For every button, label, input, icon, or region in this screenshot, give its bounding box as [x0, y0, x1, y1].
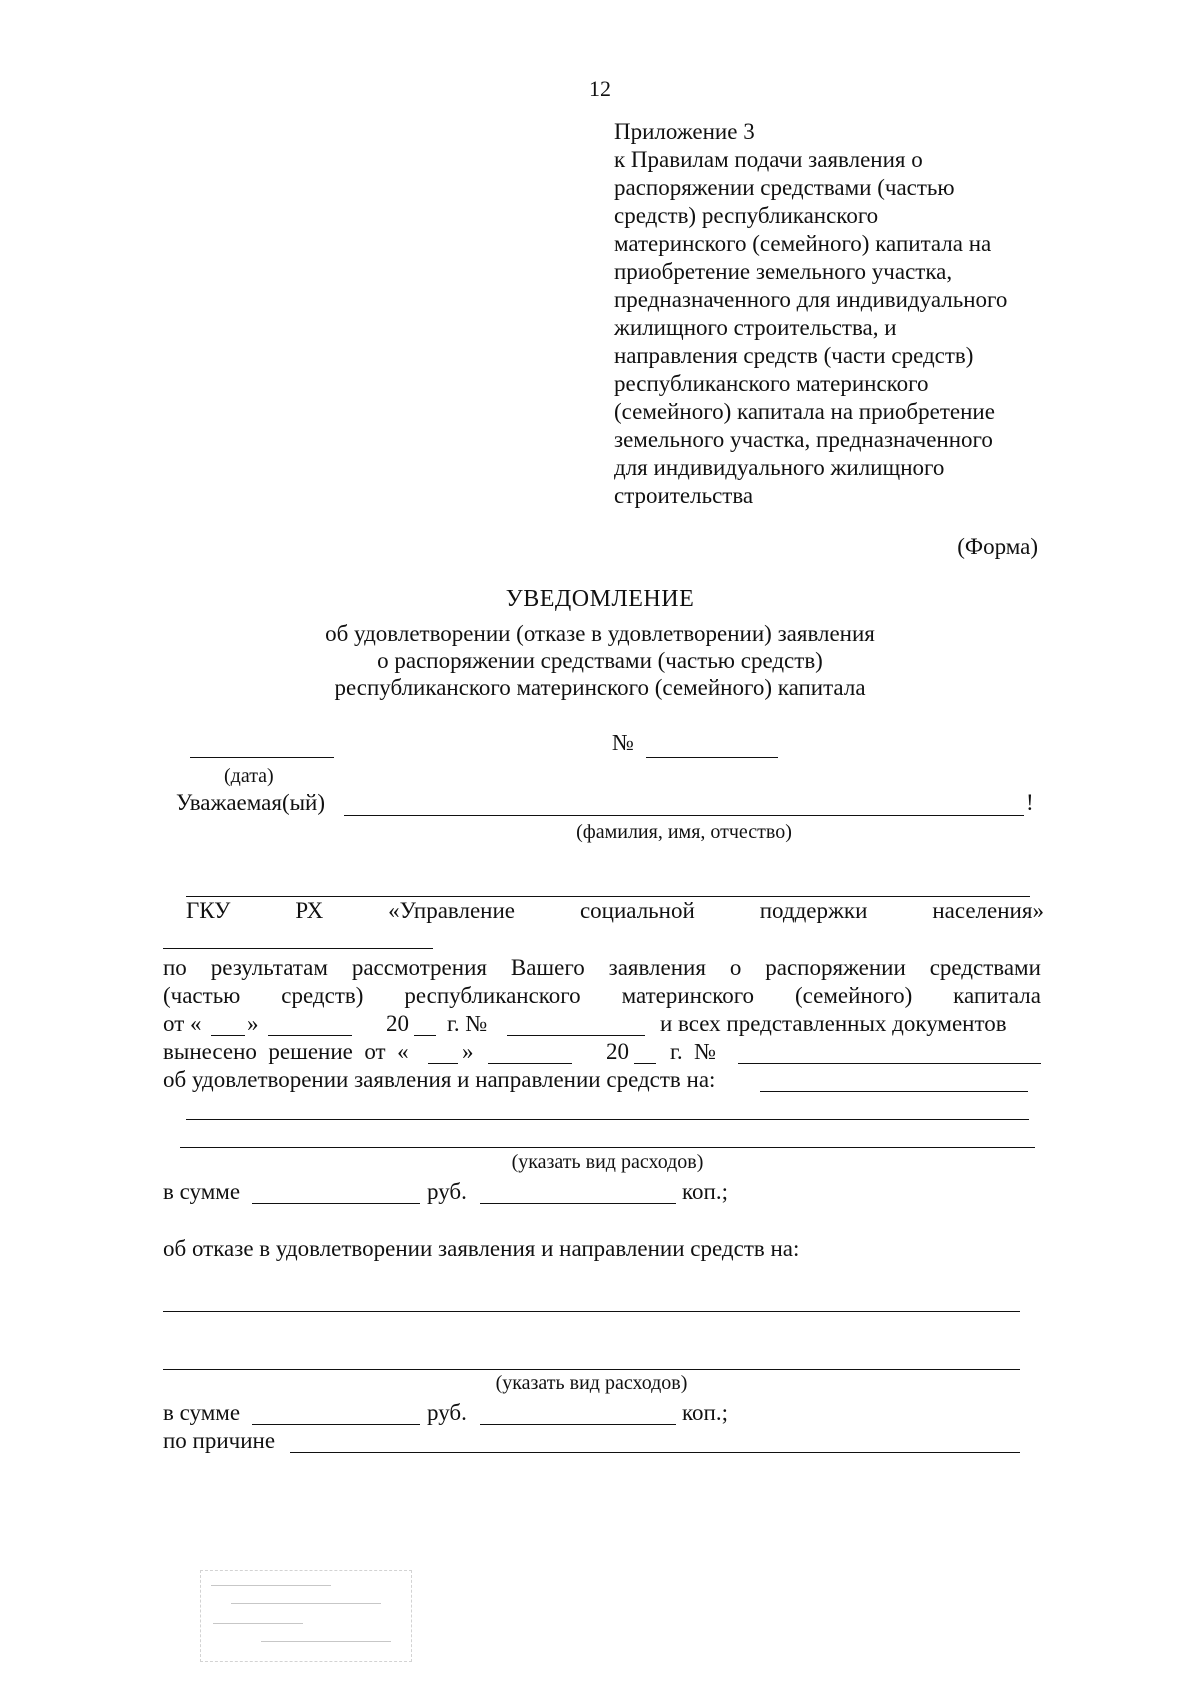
refusal-kop-field[interactable] — [480, 1424, 676, 1425]
body-word: Вашего — [510, 955, 585, 980]
appendix-line: жилищного строительства, и — [614, 315, 897, 340]
institution-word: социальной — [579, 898, 695, 923]
application-year-field[interactable] — [414, 1035, 436, 1036]
body-word: распоряжении — [765, 955, 906, 980]
refusal-text: об отказе в удовлетворении заявления и направлении средств на: — [163, 1236, 800, 1261]
body-word: капитала — [953, 983, 1041, 1008]
institution-word: «Управление — [388, 898, 516, 923]
approval-purpose-line-3[interactable] — [180, 1147, 1035, 1148]
appendix-block — [614, 118, 1084, 510]
year-prefix: 20 — [606, 1039, 629, 1064]
document-title: УВЕДОМЛЕНИЕ — [505, 586, 695, 612]
appendix-line: приобретение земельного участка, — [614, 259, 953, 284]
body-line-2 — [163, 983, 1041, 1009]
subtitle-line: об удовлетворении (отказе в удовлетворении) заявления — [325, 621, 875, 646]
body-word: по — [163, 955, 187, 980]
institution-bottom-line — [163, 948, 433, 949]
rub-label: руб. — [427, 1400, 467, 1425]
document-subtitle — [150, 620, 1050, 701]
institution-word: поддержки — [759, 898, 868, 923]
number-sign: № — [612, 730, 634, 755]
body-line-1 — [163, 955, 1041, 981]
kop-label: коп.; — [682, 1400, 728, 1425]
close-quote: » — [247, 1011, 259, 1036]
approval-purpose-line-2[interactable] — [186, 1119, 1029, 1120]
sum-label: в сумме — [163, 1400, 241, 1425]
body-word: результатам — [210, 955, 328, 980]
body-word: рассмотрения — [351, 955, 487, 980]
appendix-line: земельного участка, предназначенного — [614, 427, 993, 452]
appendix-line: средств) республиканского — [614, 203, 879, 228]
approval-kop-field[interactable] — [480, 1203, 676, 1204]
salutation-end: ! — [1026, 790, 1034, 815]
approval-purpose-line-1[interactable] — [760, 1091, 1028, 1092]
year-prefix: 20 — [386, 1011, 409, 1036]
decision-lead: вынесено решение от « — [163, 1039, 409, 1064]
institution-name — [186, 898, 1044, 924]
date-field-line[interactable] — [190, 757, 334, 758]
body-word: (семейного) — [794, 983, 913, 1008]
approval-text: об удовлетворении заявления и направлении средств на: — [163, 1067, 716, 1092]
sum-label: в сумме — [163, 1179, 241, 1204]
close-quote: » — [462, 1039, 474, 1064]
body-word: средствами — [929, 955, 1041, 980]
body-word: о — [729, 955, 742, 980]
year-suffix-number: г. № — [447, 1011, 488, 1036]
appendix-line: материнского (семейного) капитала на — [614, 231, 992, 256]
appendix-line: строительства — [614, 483, 754, 508]
expense-caption: (указать вид расходов) — [495, 1372, 688, 1394]
subtitle-line: республиканского материнского (семейного) капитала — [334, 675, 866, 700]
appendix-line: Приложение 3 — [614, 119, 755, 144]
appendix-line: республиканского материнского — [614, 371, 929, 396]
appendix-line: распоряжении средствами (частью — [614, 175, 955, 200]
body-word: материнского — [621, 983, 755, 1008]
appendix-line: направления средств (части средств) — [614, 343, 974, 368]
rub-label: руб. — [427, 1179, 467, 1204]
salutation-label: Уважаемая(ый) — [176, 790, 326, 815]
application-month-field[interactable] — [268, 1035, 352, 1036]
refusal-rub-field[interactable] — [252, 1424, 420, 1425]
application-number-field[interactable] — [507, 1035, 645, 1036]
reason-label: по причине — [163, 1428, 276, 1453]
form-label: (Форма) — [957, 534, 1038, 559]
application-date-from: от « — [163, 1011, 202, 1036]
body-word: средств) — [281, 983, 364, 1008]
decision-number-field[interactable] — [738, 1063, 1041, 1064]
date-caption: (дата) — [224, 765, 274, 787]
body-word: заявления — [608, 955, 706, 980]
number-field-line[interactable] — [646, 757, 778, 758]
decision-month-field[interactable] — [488, 1063, 572, 1064]
expense-caption: (указать вид расходов) — [511, 1151, 704, 1173]
application-day-field[interactable] — [211, 1035, 245, 1036]
faint-stamp-mark — [200, 1570, 412, 1662]
institution-word: РХ — [295, 898, 324, 923]
appendix-line: (семейного) капитала на приобретение — [614, 399, 995, 424]
appendix-line: к Правилам подачи заявления о — [614, 147, 923, 172]
appendix-line: предназначенного для индивидуального — [614, 287, 1008, 312]
appendix-line: для индивидуального жилищного — [614, 455, 945, 480]
refusal-purpose-line-2[interactable] — [163, 1369, 1020, 1370]
decision-year-field[interactable] — [634, 1063, 656, 1064]
body-word: (частью — [163, 983, 241, 1008]
fio-caption: (фамилия, имя, отчество) — [576, 821, 792, 843]
institution-word: населения» — [932, 898, 1044, 923]
reason-field[interactable] — [290, 1452, 1020, 1453]
refusal-purpose-line-1[interactable] — [163, 1311, 1020, 1312]
institution-word: ГКУ — [186, 898, 231, 923]
recipient-name-line[interactable] — [344, 815, 1024, 816]
body-word: республиканского — [404, 983, 581, 1008]
decision-day-field[interactable] — [428, 1063, 458, 1064]
body-line-3-tail: и всех представленных документов — [660, 1011, 1007, 1036]
page-number: 12 — [589, 76, 611, 101]
approval-rub-field[interactable] — [252, 1203, 420, 1204]
kop-label: коп.; — [682, 1179, 728, 1204]
subtitle-line: о распоряжении средствами (частью средств) — [377, 648, 823, 673]
year-suffix-number: г. № — [670, 1039, 717, 1064]
institution-top-line — [186, 896, 1030, 897]
